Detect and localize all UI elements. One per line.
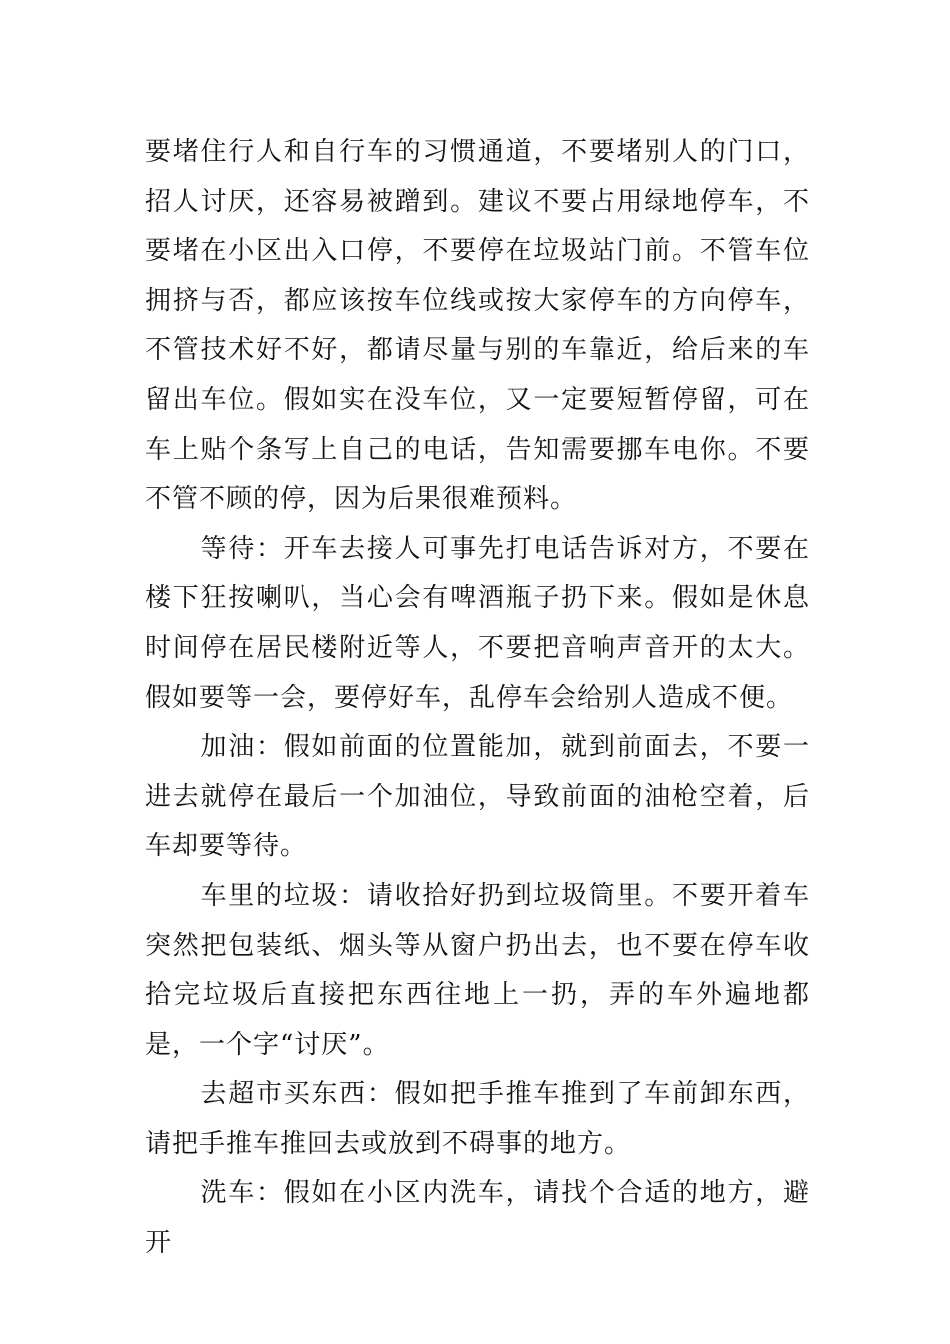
paragraph-parking: 要堵住行人和自行车的习惯通道，不要堵别人的门口，招人讨厌，还容易被蹭到。建议不要占用绿地停车，不要堵在小区出入口停，不要停在垃圾站门前。不管车位拥挤与否，都应该按车位线或按大家停车的方向停车，不管技术好不好，都请尽量与别的车靠近，给后来的车留出车位。假如实在没车位，又一定要短暂停留，可在车上贴个条写上自己的电话，告知需要挪车电你。不要不管不顾的停，因为后果很难预料。 (145, 137, 810, 515)
paragraph-car-wash: 洗车：假如在小区内洗车，请找个合适的地方，避开 (145, 1178, 810, 1259)
document-body (145, 128, 810, 1269)
paragraph-waiting: 等待：开车去接人可事先打电话告诉对方，不要在楼下狂按喇叭，当心会有啤酒瓶子扔下来。假如是休息时间停在居民楼附近等人，不要把音响声音开的太大。假如要等一会，要停好车，乱停车会给别人造成不便。 (145, 533, 810, 713)
paragraph-supermarket: 去超市买东西：假如把手推车推到了车前卸东西，请把手推车推回去或放到不碍事的地方。 (145, 1079, 810, 1159)
paragraph-refueling: 加油：假如前面的位置能加，就到前面去，不要一进去就停在最后一个加油位，导致前面的油枪空着，后车却要等待。 (145, 732, 810, 862)
paragraph-car-trash: 车里的垃圾：请收拾好扔到垃圾筒里。不要开着车突然把包装纸、烟头等从窗户扔出去，也不要在停车收拾完垃圾后直接把东西往地上一扔，弄的车外遍地都是，一个字“讨厌”。 (145, 880, 810, 1060)
